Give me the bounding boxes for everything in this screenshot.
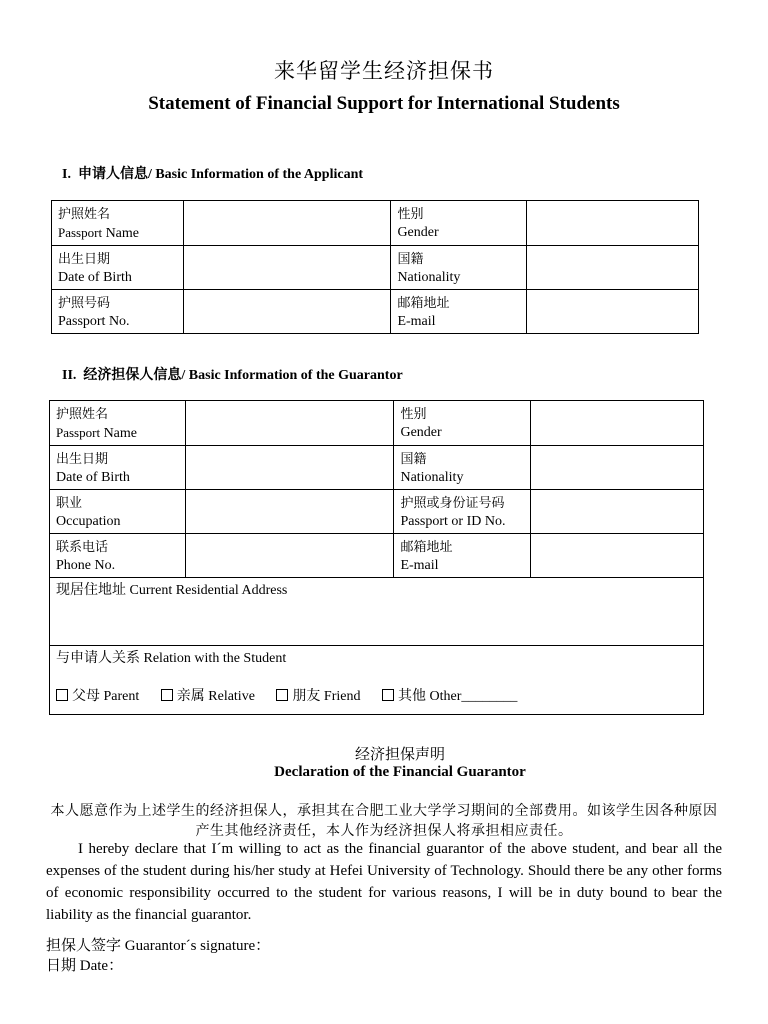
label-gender: 性别 Gender [391, 201, 527, 246]
label-email: 邮箱地址 E-mail [391, 290, 527, 334]
passport-or-id-field[interactable] [531, 490, 704, 534]
label-nationality: 国籍 Nationality [391, 246, 527, 290]
gender-field[interactable] [527, 201, 699, 246]
relation-other-checkbox[interactable]: 其他 Other________ [382, 687, 517, 706]
label-passport-name: 护照姓名 Passport Name [52, 201, 184, 246]
section-1-heading [62, 163, 363, 183]
email-field[interactable] [527, 290, 699, 334]
table-row [52, 290, 699, 334]
section-1-number: I. [62, 167, 71, 182]
label-guarantor-nationality: 国籍 Nationality [394, 446, 531, 490]
title-chinese: 来华留学生经济担保书 [274, 59, 494, 83]
label-guarantor-date-of-birth: 出生日期 Date of Birth [50, 446, 186, 490]
guarantor-nationality-field[interactable] [531, 446, 704, 490]
checkbox-icon [382, 689, 394, 701]
relation-friend-checkbox[interactable]: 朋友 Friend [276, 687, 360, 706]
label-guarantor-passport-name: 护照姓名 Passport Name [50, 401, 186, 446]
guarantor-table [49, 400, 704, 715]
declaration-title: Declaration of the Financial Guarantor [274, 764, 526, 780]
table-row [50, 578, 704, 646]
guarantor-passport-name-field[interactable] [185, 401, 394, 446]
address-label-cn: 现居住地址 [56, 583, 126, 598]
applicant-table [51, 200, 699, 334]
label-occupation: 职业 Occupation [50, 490, 186, 534]
table-row [50, 446, 704, 490]
date-line[interactable]: 日期 Date： [46, 958, 124, 974]
occupation-field[interactable] [185, 490, 394, 534]
label-phone-no: 联系电话 Phone No. [50, 534, 186, 578]
checkbox-icon [276, 689, 288, 701]
nationality-field[interactable] [527, 246, 699, 290]
passport-name-field[interactable] [183, 201, 391, 246]
relation-options [56, 687, 697, 706]
guarantor-date-of-birth-field[interactable] [185, 446, 394, 490]
table-row [50, 401, 704, 446]
relation-cell [50, 646, 704, 715]
address-field[interactable] [50, 578, 704, 646]
relation-relative-checkbox[interactable]: 亲属 Relative [161, 687, 255, 706]
guarantor-gender-field[interactable] [531, 401, 704, 446]
section-2-heading-cn: 经济担保人信息 [83, 368, 182, 383]
page-title: Statement of Financial Support for International Students [148, 93, 620, 114]
phone-no-field[interactable] [185, 534, 394, 578]
table-row [50, 490, 704, 534]
label-passport-no: 护照号码 Passport No. [52, 290, 184, 334]
declaration-text: I hereby declare that I´m willing to act as the financial guarantor of the above student, and bear all the expenses of the student during his/her study at Hefei University of Technology. Should there be any other forms of economic responsibility occurred to the student for various reasons, I will be in duty bound to bear the liability as the financial guarantor. [46, 841, 722, 923]
section-1-heading-cn: 申请人信息 [77, 167, 148, 182]
section-2-heading-en: / Basic Information of the Guarantor [181, 368, 403, 383]
label-passport-or-id: 护照或身份证号码 Passport or ID No. [394, 490, 531, 534]
checkbox-icon [161, 689, 173, 701]
table-row [52, 246, 699, 290]
section-2-number: II. [62, 368, 77, 383]
relation-parent-checkbox[interactable]: 父母 Parent [56, 687, 139, 706]
guarantor-email-field[interactable] [531, 534, 704, 578]
declaration-text-cn: 本人愿意作为上述学生的经济担保人，承担其在合肥工业大学学习期间的全部费用。如该学生因各种原因产生其他经济责任，本人作为经济担保人将承担相应责任。 [50, 804, 718, 839]
section-2-heading [62, 364, 403, 384]
label-guarantor-gender: 性别 Gender [394, 401, 531, 446]
passport-no-field[interactable] [183, 290, 391, 334]
declaration-title-cn: 经济担保声明 [354, 747, 445, 763]
section-1-heading-en: / Basic Information of the Applicant [147, 167, 364, 182]
table-row [50, 646, 704, 715]
checkbox-icon [56, 689, 68, 701]
relation-label: 与申请人关系 Relation with the Student [56, 651, 287, 666]
table-row [52, 201, 699, 246]
label-date-of-birth: 出生日期 Date of Birth [52, 246, 184, 290]
signature-line[interactable]: 担保人签字 Guarantor´s signature： [46, 938, 271, 954]
label-guarantor-email: 邮箱地址 E-mail [394, 534, 531, 578]
table-row [50, 534, 704, 578]
address-label-en: Current Residential Address [126, 583, 288, 598]
date-of-birth-field[interactable] [183, 246, 391, 290]
